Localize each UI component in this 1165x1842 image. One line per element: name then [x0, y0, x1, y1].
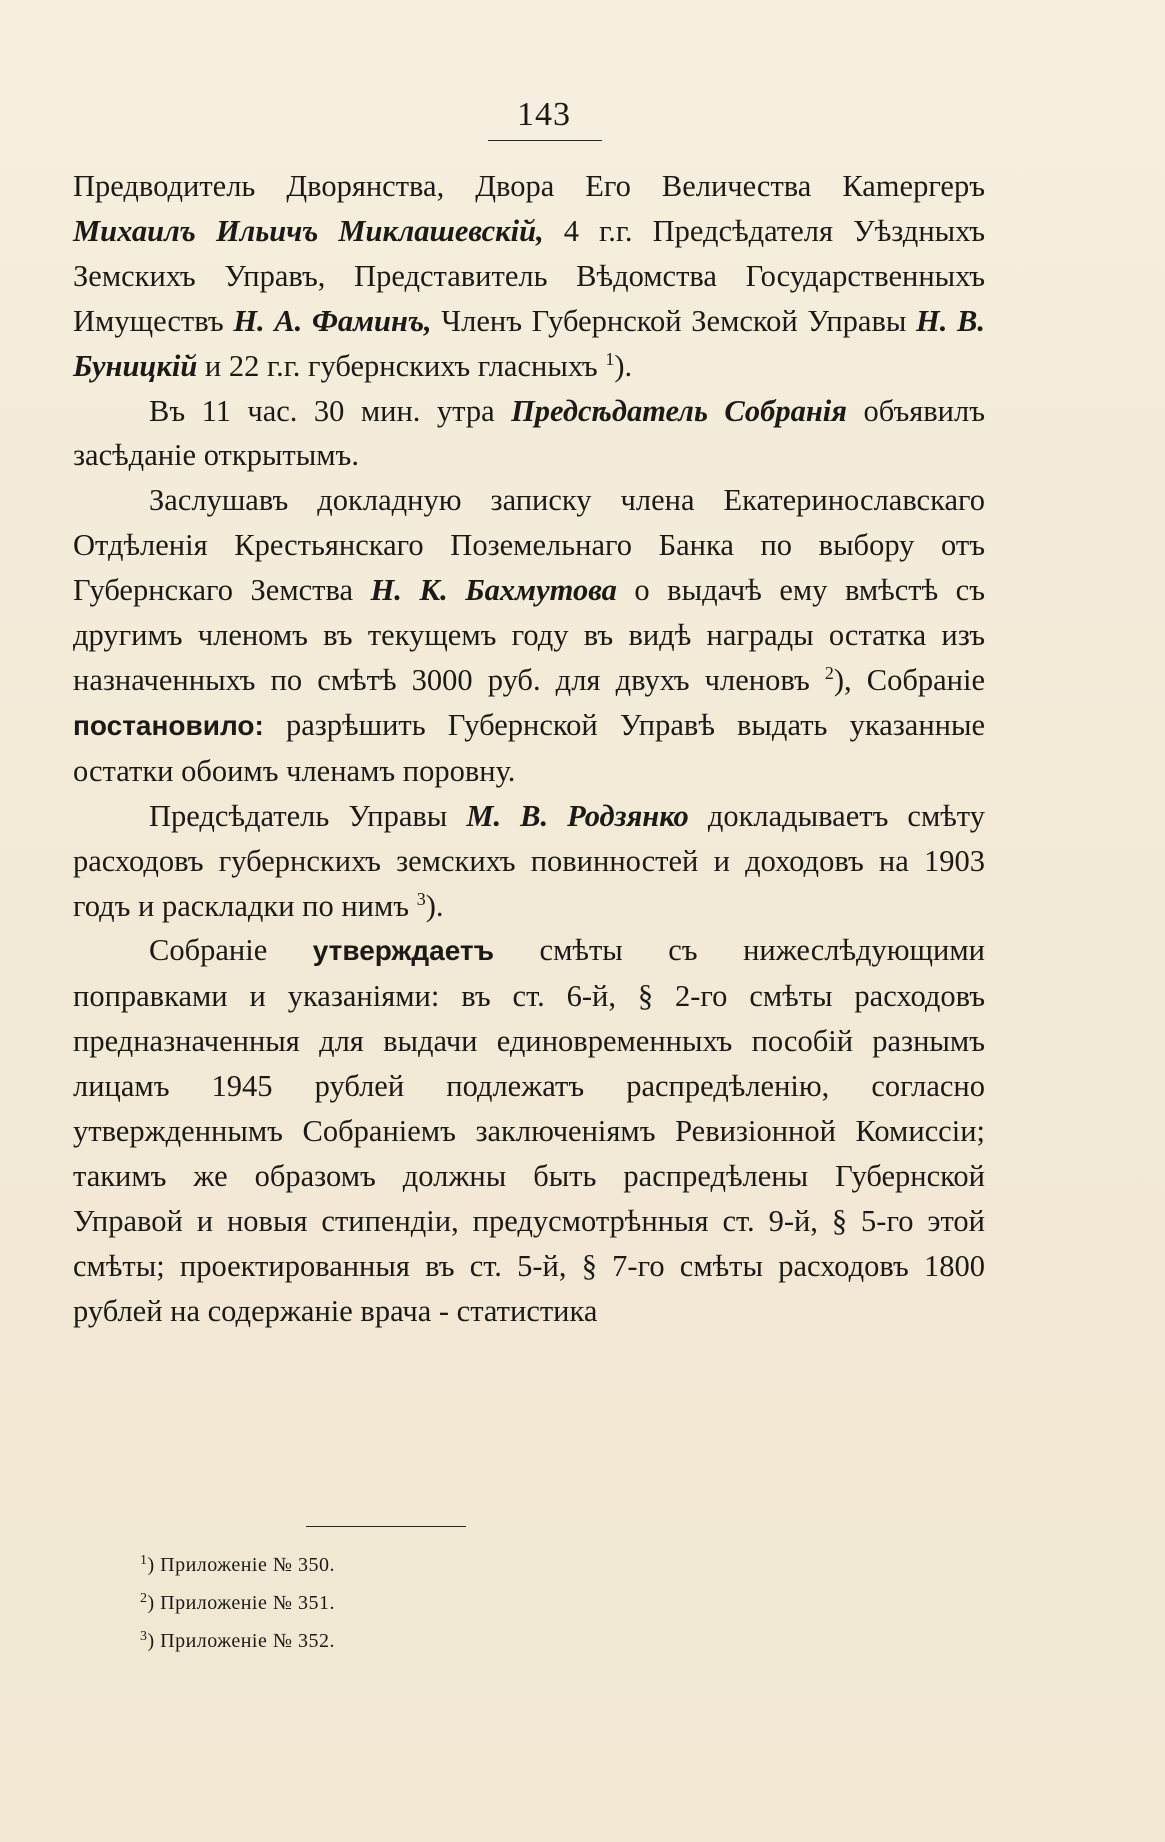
person-name: М. В. Родзянко [466, 798, 689, 833]
footnote-text: ) Приложеніе № 352. [147, 1630, 335, 1652]
text: докладываетъ смѣту расходовъ губернскихъ земскихъ повинностей и доходовъ на 1903 годъ и раскладки по нимъ [73, 798, 985, 923]
person-name: Михаилъ Ильичъ Миклашевскій, [73, 213, 544, 248]
footnote-ref: 1 [605, 348, 615, 369]
text: разрѣшить Губернской Управѣ выдать указанные остатки обоимъ членамъ поровну. [73, 707, 985, 788]
person-name: Н. А. Фаминъ, [233, 303, 432, 338]
footnote-number: 2 [140, 1591, 148, 1606]
header-rule [488, 140, 602, 141]
resolution-word: постановило: [73, 709, 264, 741]
paragraph-3 [73, 478, 985, 793]
footnote-ref: 3 [416, 888, 426, 909]
text: Собраніе [149, 933, 313, 968]
text: Предводитель Дворянства, Двора Его Величества Каmергеръ [73, 169, 985, 203]
text: Членъ Губернской Земской Управы [431, 303, 917, 338]
footnotes [140, 1544, 740, 1658]
footnote-3 [140, 1620, 740, 1658]
text: ). [425, 888, 444, 923]
footnote-number: 3 [140, 1629, 148, 1644]
text: о выдачѣ ему вмѣстѣ съ другимъ членомъ въ текущемъ году въ видѣ награды остатка изъ назначенныхъ по смѣтѣ 3000 руб. для двухъ членовъ [73, 573, 985, 697]
text: Заслушавъ докладную записку члена Екатеринославскаго Отдѣленія Крестьянскаго Поземельнаго Банка по выбору отъ Губернскаго Земства [73, 483, 985, 608]
paragraph-4 [73, 794, 985, 929]
text: Предсѣдатель Управы [149, 798, 467, 833]
footnote-2 [140, 1582, 740, 1620]
footnote-ref: 2 [824, 662, 834, 683]
footnote-text: ) Приложеніе № 351. [147, 1592, 335, 1614]
body-text [73, 164, 985, 1334]
text: и 22 г.г. губернскихъ гласныхъ [197, 348, 606, 383]
person-title: Предсѣдатель Собранія [511, 393, 847, 428]
text: объявилъ засѣданіе открытымъ. [73, 393, 985, 473]
text: Въ 11 час. 30 мин. утра [149, 393, 512, 428]
text: ), Собраніе [833, 662, 985, 697]
page-number: 143 [517, 96, 571, 133]
person-name: Н. К. Бахмутова [370, 573, 617, 608]
paragraph-5 [73, 928, 985, 1333]
text: 4 г.г. Предсѣдателя Уѣздныхъ Земскихъ Управъ, Представитель Вѣдомства Государственныхъ Имуществъ [73, 213, 985, 338]
text: ). [614, 348, 633, 383]
footnote-rule [306, 1526, 466, 1527]
footnote-text: ) Приложеніе № 350. [147, 1554, 335, 1576]
paragraph-1 [73, 164, 985, 389]
person-name: Н. В. Буницкій [73, 303, 986, 383]
resolution-word: утверждаетъ [312, 935, 495, 967]
paragraph-2 [73, 389, 985, 479]
footnote-1 [140, 1544, 740, 1582]
text: смѣты съ нижеслѣдующими поправками и указаніями: въ ст. 6-й, § 2-го смѣты расходовъ предназначенныя для выдачи единовременныхъ пособій разнымъ лицамъ 1945 рублей подлежатъ распредѣленію, согласно утвержденнымъ Собраніемъ заключеніямъ Ревизіонной Комиссіи; такимъ же образомъ должны быть распредѣлены Губернской Управой и новыя стипендіи, предусмотрѣнныя ст. 9-й, § 5-го этой смѣты; проектированныя въ ст. 5-й, § 7-го смѣты расходовъ 1800 рублей на содержаніе врача - статистика [73, 933, 985, 1328]
footnote-number: 1 [140, 1553, 148, 1568]
